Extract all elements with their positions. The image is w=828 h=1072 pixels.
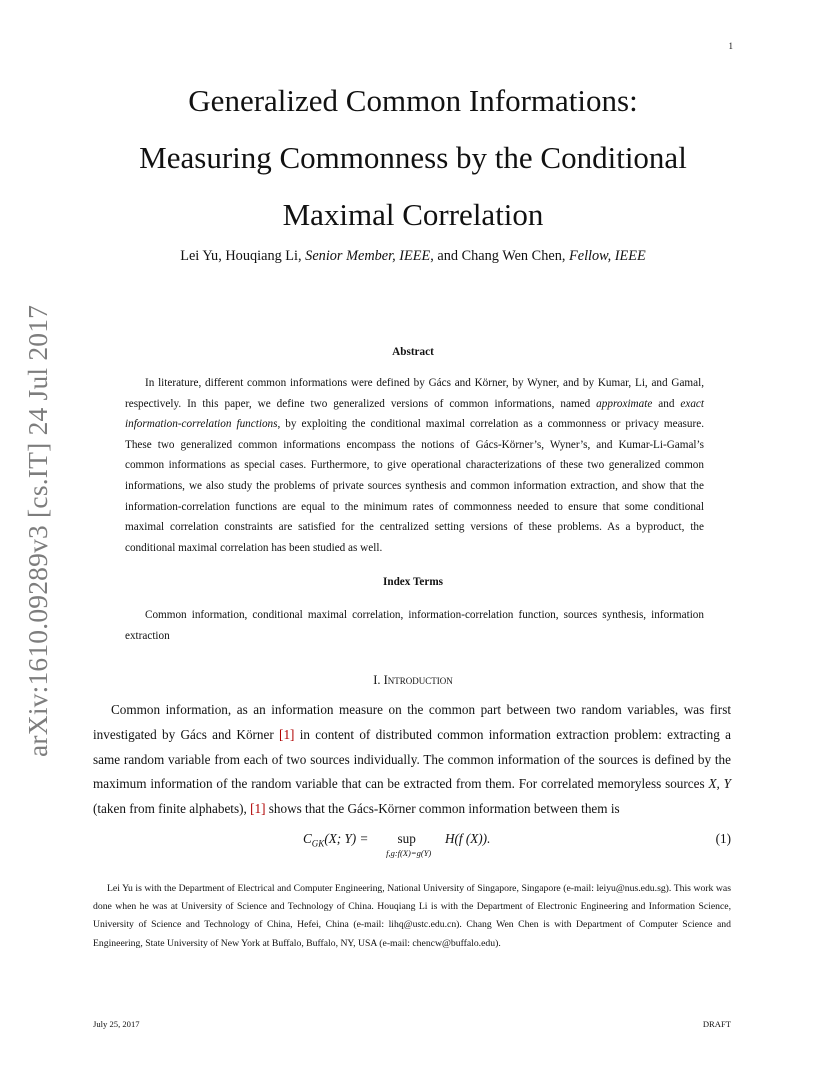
intro-text: (taken from finite alphabets), [93, 801, 251, 817]
abstract-part: In literature, different common informations were defined by Gács and Körner, by Wyner, and by Kumar, Li, and Gamal, respectively. In this paper, we define two generalized versions of common informations, named [125, 377, 704, 410]
author-role: Fellow, IEEE [569, 248, 646, 264]
footer-date: July 25, 2017 [93, 1019, 140, 1029]
index-terms-content: Common information, conditional maximal correlation, information-correlation function, sources synthesis, information extraction [125, 609, 704, 642]
equation-lhs-subscript: GK [311, 838, 325, 849]
arxiv-identifier[interactable]: arXiv:1610.09289v3 [cs.IT] 24 Jul 2017 [22, 304, 53, 757]
author-footnote [93, 880, 731, 953]
citation-link[interactable]: [1] [250, 801, 266, 817]
author-role: Senior Member, IEEE [305, 248, 431, 264]
intro-text: in content of distributed common information extraction problem: extracting a same random variable from each of two sources individually. The common information of the sources is defined by the maximum information of the random variable that can be extracted from them. For correlated memoryless sources [93, 726, 731, 792]
author-names: , and Chang Wen Chen, [430, 248, 569, 264]
equation-operator [372, 831, 442, 858]
abstract-term: exact information-correlation functions [125, 397, 704, 431]
abstract-term: approximate [596, 397, 653, 410]
index-terms-heading: Index Terms [383, 576, 443, 588]
citation-link[interactable]: [1] [279, 726, 295, 742]
index-terms-text [125, 605, 704, 646]
equation-number: (1) [715, 831, 731, 846]
intro-paragraph [93, 698, 731, 822]
intro-text: shows that the Gács-Körner common information between them is [265, 801, 620, 817]
section-heading [60, 673, 766, 688]
equation-constraint: f,g:f(X)=g(Y) [386, 848, 432, 858]
section-number: I. [373, 673, 384, 687]
equation-body [303, 831, 491, 858]
intro-text: Common information, as an information measure on the common part between two random variables, was first investigated by Gács and Körner [93, 702, 731, 742]
title-line: Maximal Correlation [282, 197, 544, 232]
abstract-heading: Abstract [392, 346, 434, 358]
abstract-part: , by exploiting the conditional maximal correlation as a commonness or privacy measure. These two generalized common informations encompass the notions of Gács-Körner’s, Wyner’s, and Kumar-Li-Gamal’s common informations as special cases. Furthermore, to give operational characterizations of these two generalized common informations, we also study the problems of private sources synthesis and common information extraction, and show that the information-correlation functions are equal to the minimum rates of commonness needed to ensure that some conditional maximal correlation constraints are satisfied for the centralized setting versions of these problems. As a byproduct, the conditional maximal correlation has been studied as well. [125, 418, 704, 554]
abstract-text [125, 373, 704, 558]
page-number: 1 [728, 41, 733, 51]
math-variables: X, Y [708, 776, 731, 792]
section-title: Introduction [383, 673, 453, 687]
title-line: Generalized Common Informations: [188, 83, 638, 118]
author-list [60, 248, 766, 265]
title-line: Measuring Commonness by the Conditional [139, 140, 687, 175]
equation-args: (X; Y) = [324, 831, 369, 846]
footnote-text: Lei Yu is with the Department of Electrical and Computer Engineering, National University of Singapore, Singapore (e-mail: leiyu@nus.edu.sg). This work was done when he was at University of Science and Technology of China. Houqiang Li is with the Department of Electronic Engineering and Information Science, University of Science and Technology of China, Hefei, China (e-mail: lihq@ustc.edu.cn). Chang Wen Chen is with Department of Computer Science and Engineering, State University of New York at Buffalo, Buffalo, NY, USA (e-mail: chencw@buffalo.edu). [93, 883, 731, 949]
paper-title [60, 72, 766, 243]
author-names: Lei Yu, Houqiang Li, [180, 248, 306, 264]
equation-1 [93, 828, 731, 862]
sup-operator: sup [397, 831, 416, 846]
equation-lhs: C [303, 831, 312, 846]
equation-rhs: H(f (X)). [444, 831, 491, 846]
abstract-part: and [652, 397, 681, 410]
footer-status: DRAFT [702, 1019, 731, 1029]
